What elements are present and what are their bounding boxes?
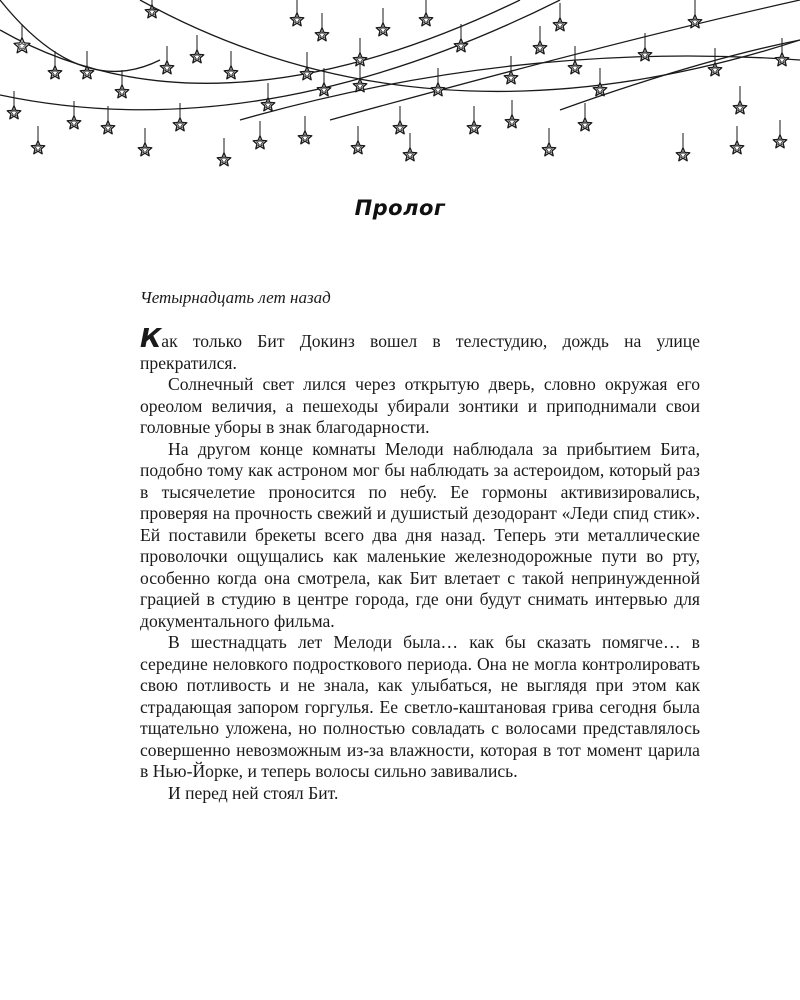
star-icon <box>101 121 115 134</box>
star-garland-decoration <box>0 0 800 180</box>
star-icon <box>224 66 238 79</box>
star-icon <box>733 101 747 114</box>
star-icon <box>14 38 30 53</box>
garland-strings <box>0 0 800 120</box>
paragraph-3: На другом конце комнаты Мелоди наблюдала за прибытием Бита, подобно тому как астроном мог бы наблюдать за астероидом, который раз в тысячелетие проносится по небу. Ее гормоны активизировались, проверяя на прочность свежий и душистый дезодорант «Леди спид стик». Ей поставили брекеты всего два дня назад. Теперь эти металлические проволочки ощущались как маленькие железнодорожные пути во рту, особенно когда она смотрела, как Бит влетает с такой непринужденной грацией в студию в центре города, где они будут снимать интервью для документального фильма. <box>140 438 700 631</box>
star-icon <box>298 131 312 144</box>
star-icon <box>553 18 567 31</box>
garland-string <box>0 0 160 71</box>
garland-string <box>0 0 520 83</box>
star-icon <box>419 13 433 26</box>
star-icon <box>505 115 519 128</box>
star-icon <box>351 141 365 154</box>
star-icon <box>676 148 690 161</box>
paragraph-1-text: ак только Бит Докинз вошел в телестудию, дождь на улице прекратился. <box>140 331 700 373</box>
star-icon <box>730 141 744 154</box>
chapter-title: Пролог <box>354 196 446 220</box>
star-icon <box>376 23 390 36</box>
star-icon <box>173 118 187 131</box>
star-icon <box>160 61 174 74</box>
star-icon <box>578 118 592 131</box>
star-icon <box>190 50 204 63</box>
star-icon <box>290 13 304 26</box>
star-icon <box>542 143 556 156</box>
garland-string <box>0 0 560 110</box>
paragraph-2: Солнечный свет лился через открытую дверь, словно окружая его ореолом величия, а пешеходы убирали зонтики и приподнимали свои головные уборы в знак благодарности. <box>140 374 700 437</box>
star-icon <box>67 116 81 129</box>
star-icon <box>568 61 582 74</box>
star-icon <box>353 53 367 66</box>
star-icon <box>217 153 231 166</box>
star-icon <box>138 143 152 156</box>
paragraph-4: В шестнадцать лет Мелоди была… как бы сказать помягче… в середине неловкого подросткового периода. Она не могла контролировать свою потливость и не знала, как улыбаться, не выглядя при этом как страдающая запором горгулья. Ее светло-каштановая грива сегодня была тщательно уложена, но полностью совладать с волосами представлялось совершенно невозможным из-за влажности, которая в тот момент царила в Нью-Йорке, и теперь волосы сильно завивались. <box>140 632 700 781</box>
star-icon <box>48 66 62 79</box>
star-icon <box>115 85 129 98</box>
star-icon <box>403 148 417 161</box>
paragraph-5: И перед ней стоял Бит. <box>168 782 339 803</box>
star-icon <box>638 48 652 61</box>
body-text <box>140 324 700 804</box>
star-icon <box>775 53 789 66</box>
garland-string <box>140 0 800 91</box>
star-icon <box>773 135 787 148</box>
star-icon <box>467 121 481 134</box>
star-icon <box>431 83 445 96</box>
chapter-subtitle: Четырнадцать лет назад <box>140 288 331 307</box>
star-icon <box>315 28 329 41</box>
paragraph-1 <box>140 324 700 374</box>
star-icon <box>7 106 21 119</box>
star-icon <box>454 39 468 52</box>
star-icon <box>145 5 159 18</box>
star-icon <box>317 83 331 96</box>
star-icon <box>533 41 547 54</box>
drop-cap: К <box>140 324 162 354</box>
star-icon <box>253 136 267 149</box>
star-icon <box>393 121 407 134</box>
star-icon <box>31 141 45 154</box>
